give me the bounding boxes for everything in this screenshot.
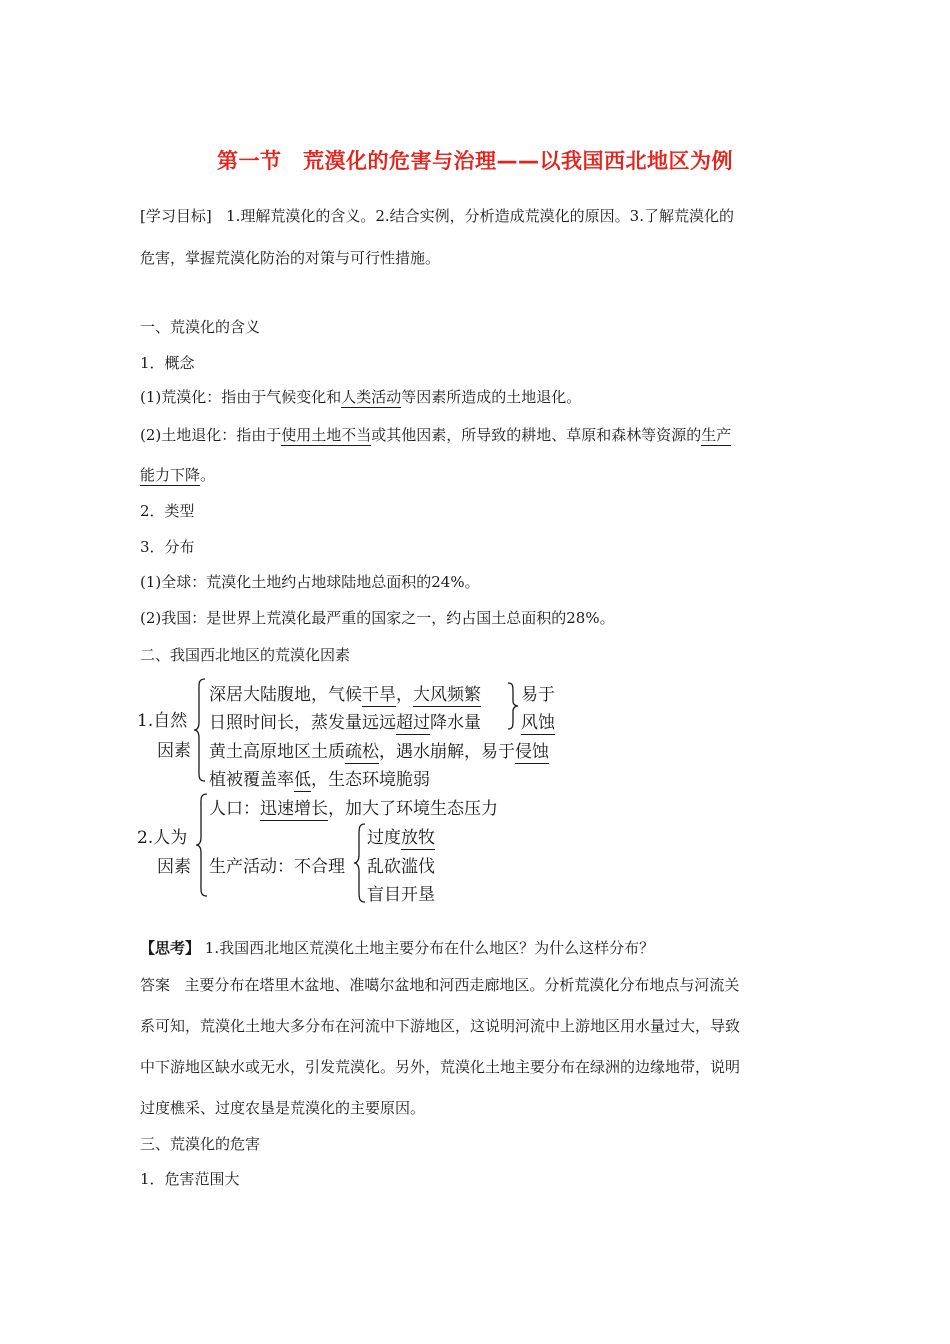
- natural-factor-row-3: 黄土高原地区土质疏松，遇水崩解，易于侵蚀: [209, 742, 549, 762]
- section-2-heading: 二、我国西北地区的荒漠化因素: [140, 646, 351, 664]
- objectives-text-1: 1.理解荒漠化的含义。2.结合实例，分析造成荒漠化的原因。3.了解荒漠化的: [226, 207, 734, 225]
- land-degradation-definition-2: 能力下降。: [140, 466, 216, 484]
- think-label: 【思考】: [140, 939, 201, 957]
- natural-factor-row-4: 植被覆盖率低，生态环境脆弱: [209, 770, 430, 790]
- human-factors-label-1: 2.人为: [137, 828, 188, 848]
- distribution-global: (1)全球：荒漠化土地约占地球陆地总面积的24%。: [140, 573, 480, 591]
- natural-factors-label-1: 1.自然: [137, 711, 188, 731]
- land-degradation-definition-1: (2)土地退化：指由于使用土地不当或其他因素，所导致的耕地、草原和森林等资源的生产: [140, 426, 732, 444]
- answer-underline: 使用土地不当: [281, 426, 372, 444]
- learning-objectives-line-2: 危害，掌握荒漠化防治的对策与可行性措施。: [140, 249, 441, 267]
- answer-underline: 能力下降: [140, 466, 201, 484]
- left-brace: [195, 793, 209, 897]
- section-1-heading: 一、荒漠化的含义: [140, 318, 261, 336]
- human-factors-diagram: [135, 791, 595, 903]
- natural-side-2: 风蚀: [521, 708, 555, 735]
- distribution-china: (2)我国：是世界上荒漠化最严重的国家之一，约占国土总面积的28%。: [140, 609, 615, 627]
- answer-underline: 生产: [701, 426, 732, 444]
- human-sub-1: 过度放牧: [367, 828, 435, 848]
- item-distribution: 3．分布: [140, 538, 195, 556]
- human-sub-2: 乱砍滥伐: [367, 857, 435, 877]
- answer-label: 答案: [140, 976, 171, 994]
- natural-factors-diagram: [135, 676, 595, 790]
- answer-line-3: 中下游地区缺水或无水，引发荒漠化。另外，荒漠化土地主要分布在绿洲的边缘地带，说明: [140, 1058, 741, 1076]
- desertification-definition: (1)荒漠化：指由于气候变化和人类活动等因素所造成的土地退化。: [140, 388, 582, 406]
- human-factor-row-1: 人口：迅速增长，加大了环境生态压力: [209, 799, 498, 819]
- item-concept: 1．概念: [140, 354, 195, 372]
- think-question: 【思考】 1.我国西北地区荒漠化土地主要分布在什么地区？为什么这样分布？: [140, 939, 655, 957]
- page-title: 第一节 荒漠化的危害与治理——以我国西北地区为例: [217, 149, 733, 173]
- natural-factor-row-2: 日照时间长，蒸发量远远超过降水量: [209, 713, 481, 733]
- answer-line-4: 过度樵采、过度农垦是荒漠化的主要原因。: [140, 1099, 426, 1117]
- human-factor-row-2: 生产活动：不合理: [209, 857, 345, 877]
- right-brace: [507, 682, 519, 730]
- left-brace: [193, 678, 207, 782]
- natural-factors-label-2: 因素: [157, 741, 191, 761]
- human-sub-3: 盲目开垦: [367, 885, 435, 905]
- item-types: 2．类型: [140, 502, 195, 520]
- natural-side-1: 易于: [521, 685, 555, 705]
- left-brace: [353, 823, 367, 903]
- learning-objectives-line-1: [140, 205, 734, 226]
- answer-line-2: 系可知，荒漠化土地大多分布在河流中下游地区，这说明河流中上游地区用水量过大，导致: [140, 1017, 741, 1035]
- natural-factor-row-1: 深居大陆腹地，气候干旱，大风频繁: [209, 685, 481, 705]
- item-wide-range: 1．危害范围大: [140, 1170, 240, 1188]
- answer-line-1: 答案 主要分布在塔里木盆地、准噶尔盆地和河西走廊地区。分析荒漠化分布地点与河流关: [140, 976, 740, 994]
- objectives-label: [学习目标]: [140, 207, 212, 225]
- section-3-heading: 三、荒漠化的危害: [140, 1135, 261, 1153]
- human-factors-label-2: 因素: [157, 857, 191, 877]
- answer-underline: 人类活动: [341, 388, 402, 406]
